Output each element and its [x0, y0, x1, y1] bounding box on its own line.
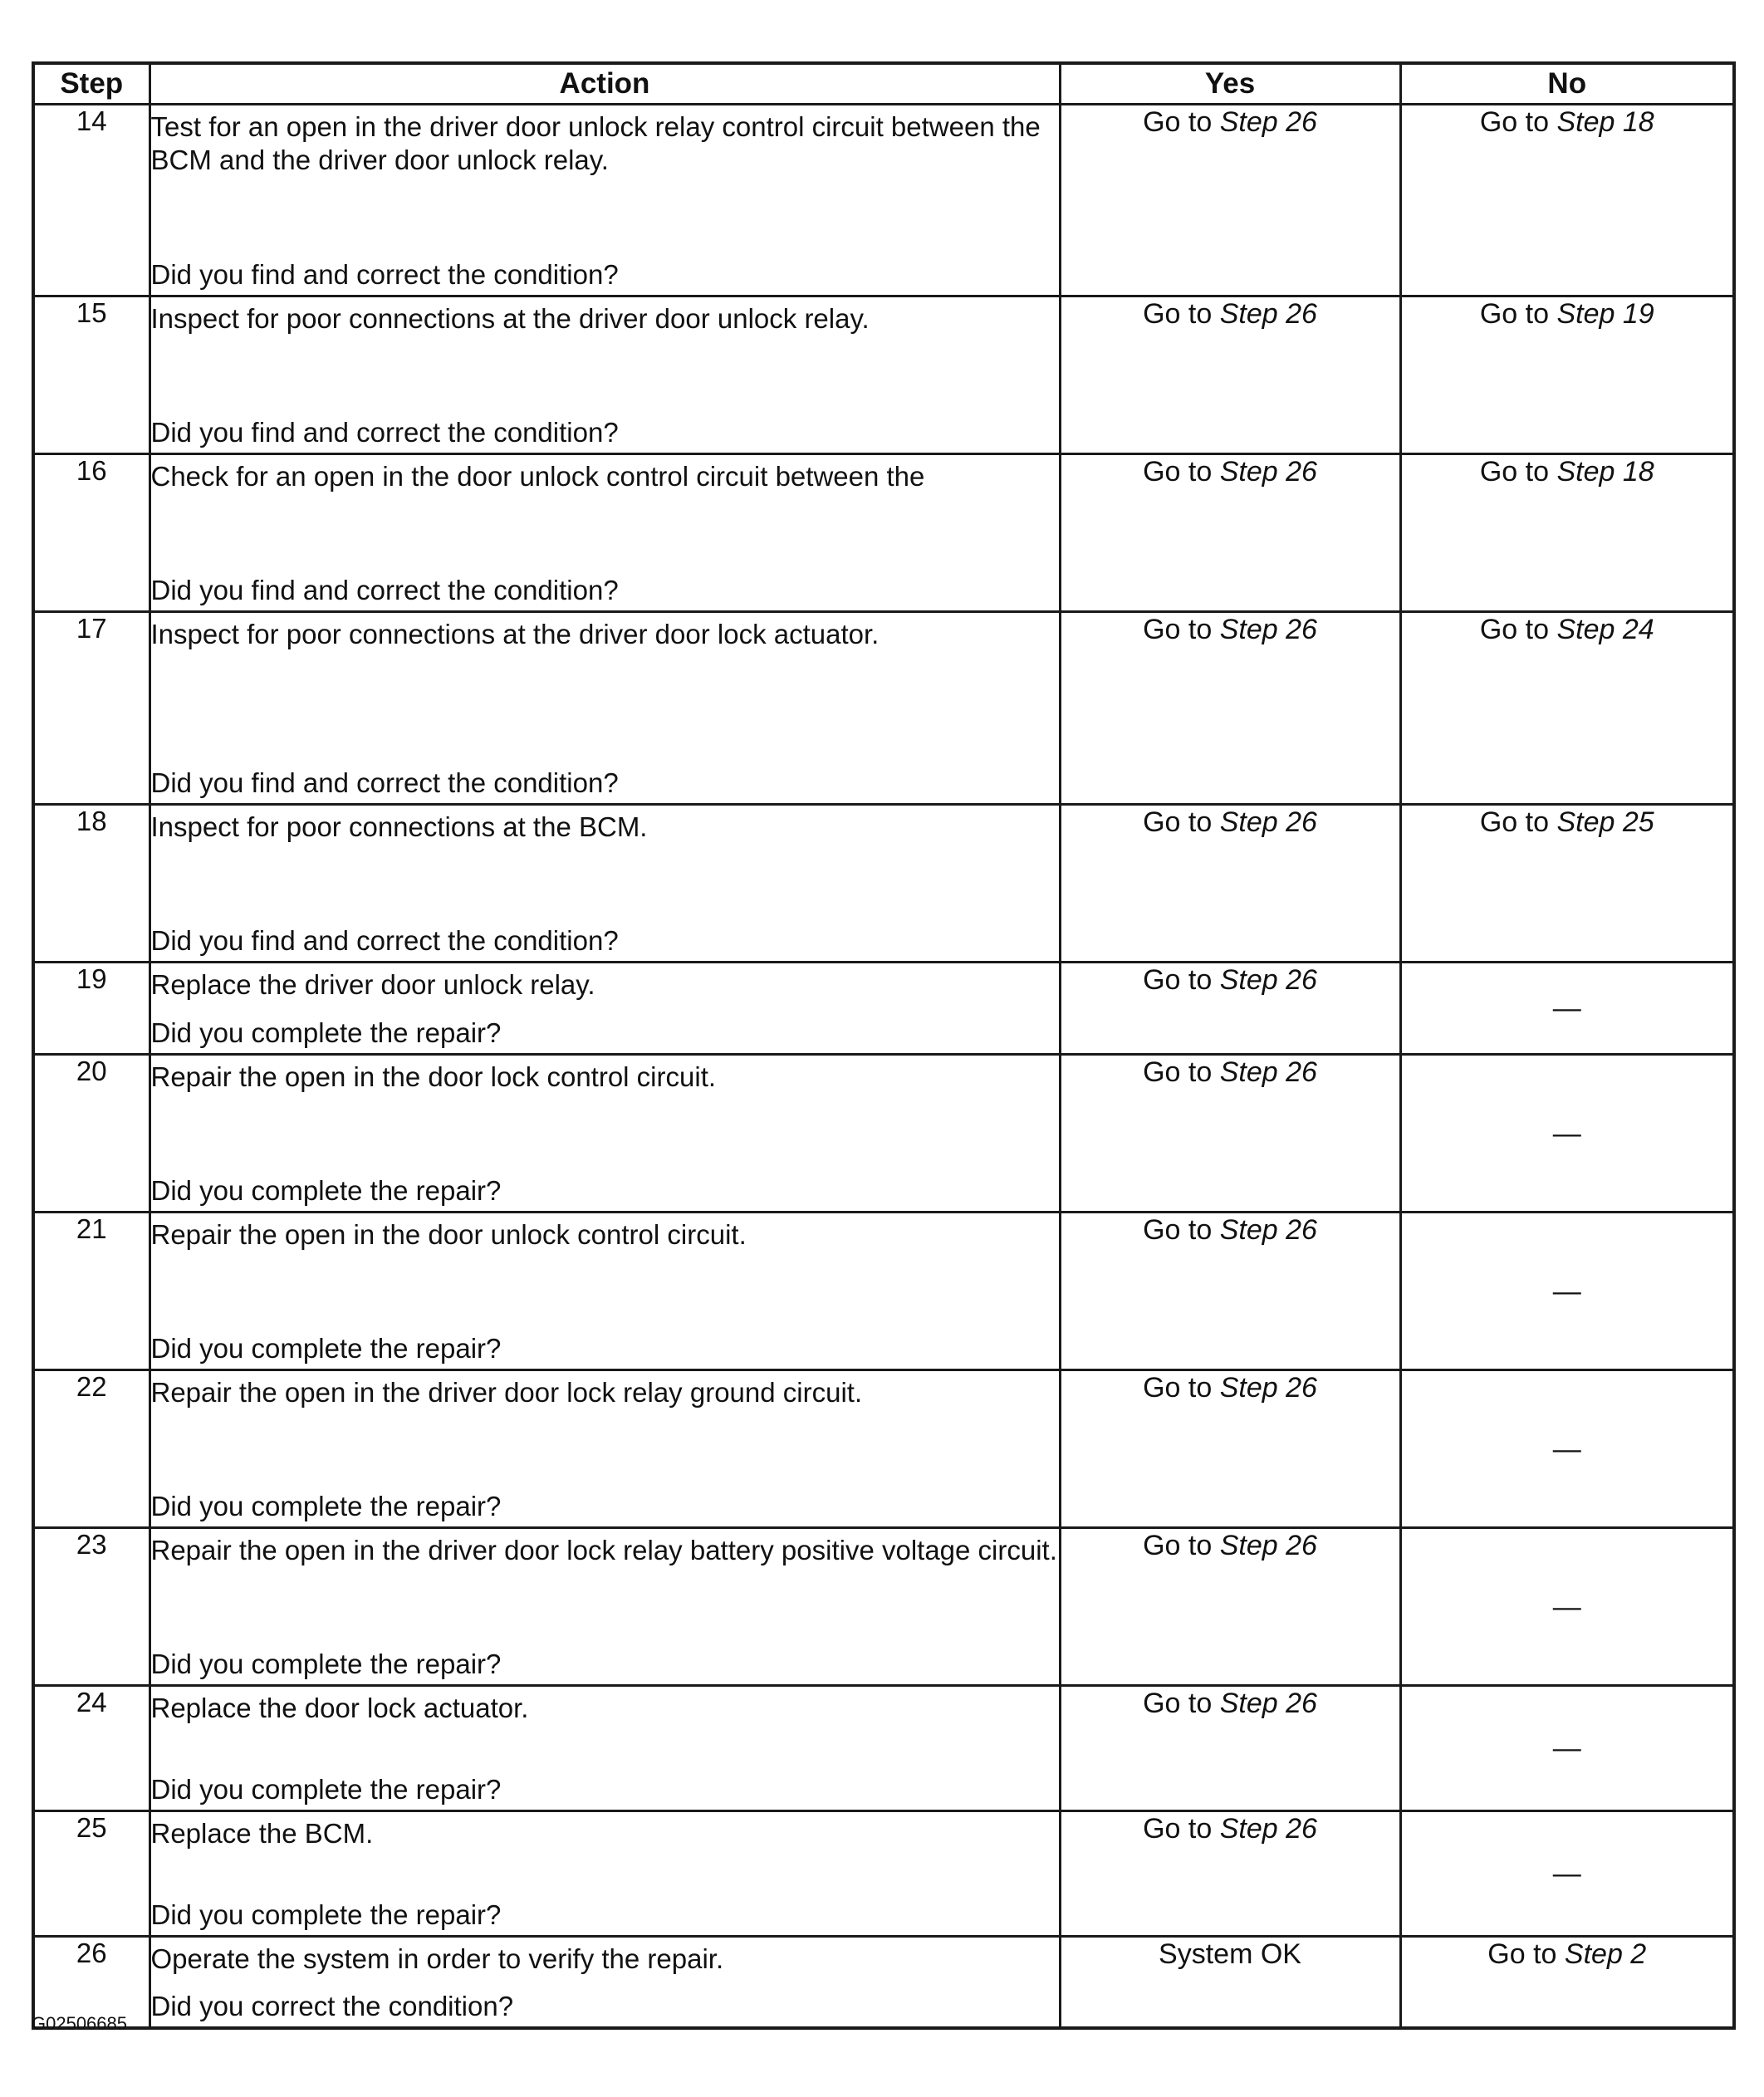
table-row [33, 105, 1734, 296]
no-result [1400, 1686, 1734, 1811]
yes-result [1060, 963, 1400, 1055]
step-reference: Step 26 [1219, 298, 1317, 330]
action-instruction: Inspect for poor connections at the driver door lock actuator. [150, 619, 880, 649]
header-action: Action [149, 63, 1060, 105]
action-instruction: Replace the door lock actuator. [150, 1693, 529, 1723]
action-content [151, 1687, 1059, 1810]
action-content [151, 613, 1059, 803]
step-number: 22 [33, 1370, 149, 1528]
action-cell [149, 1811, 1060, 1937]
action-question: Did you complete the repair? [150, 1175, 502, 1206]
diagnostic-table-container [32, 61, 1732, 2030]
no-result [1400, 454, 1734, 612]
header-yes: Yes [1060, 63, 1400, 105]
go-to-label: Go to [1143, 298, 1213, 330]
go-to-label: Go to [1479, 106, 1549, 138]
yes-result [1060, 1811, 1400, 1937]
table-row [33, 296, 1734, 454]
action-question: Did you find and correct the condition? [150, 575, 619, 605]
action-instruction: Inspect for poor connections at the driver door unlock relay. [150, 303, 870, 334]
action-content [151, 1056, 1059, 1211]
step-reference: Step 19 [1556, 298, 1654, 330]
go-to-label: Go to [1487, 1938, 1557, 1970]
action-instruction: Replace the driver door unlock relay. [150, 969, 595, 1000]
step-number: 24 [33, 1686, 149, 1811]
diagnostic-steps-table [32, 61, 1736, 2030]
step-number: 17 [33, 612, 149, 805]
not-applicable-dash: — [1552, 1275, 1581, 1307]
go-to-label: Go to [1143, 1056, 1213, 1088]
step-reference: Step 26 [1219, 614, 1317, 645]
action-cell [149, 963, 1060, 1055]
table-row [33, 963, 1734, 1055]
action-cell [149, 105, 1060, 296]
step-reference: Step 2 [1564, 1938, 1647, 1970]
table-row [33, 805, 1734, 963]
step-number: 26 [33, 1937, 149, 2029]
table-row [33, 1686, 1734, 1811]
step-number: 14 [33, 105, 149, 296]
action-instruction: Repair the open in the driver door lock relay ground circuit. [150, 1377, 863, 1408]
step-number: 15 [33, 296, 149, 454]
step-reference: Step 26 [1219, 106, 1317, 138]
step-number: 25 [33, 1811, 149, 1937]
step-number: 23 [33, 1528, 149, 1686]
not-applicable-dash: — [1552, 1858, 1581, 1889]
table-body [33, 105, 1734, 2029]
go-to-label: Go to [1143, 806, 1213, 838]
action-instruction: Repair the open in the driver door lock relay battery positive voltage circuit. [150, 1535, 1057, 1565]
yes-result [1060, 454, 1400, 612]
yes-result [1060, 296, 1400, 454]
action-question: Did you correct the condition? [150, 1991, 514, 2021]
action-cell [149, 1528, 1060, 1686]
go-to-label: Go to [1143, 1688, 1213, 1719]
step-reference: Step 26 [1219, 1214, 1317, 1246]
action-content [151, 1529, 1059, 1684]
action-question: Did you find and correct the condition? [150, 767, 619, 798]
action-instruction: Repair the open in the door unlock control circuit. [150, 1219, 747, 1250]
step-reference: Step 26 [1219, 964, 1317, 996]
action-question: Did you complete the repair? [150, 1649, 502, 1679]
action-question: Did you find and correct the condition? [150, 925, 619, 956]
action-cell [149, 1213, 1060, 1370]
not-applicable-dash: — [1552, 1732, 1581, 1764]
yes-result [1060, 1370, 1400, 1528]
table-row [33, 1213, 1734, 1370]
step-number: 21 [33, 1213, 149, 1370]
table-row [33, 1937, 1734, 2029]
step-reference: Step 26 [1219, 1530, 1317, 1561]
go-to-label: Go to [1479, 298, 1549, 330]
step-reference: Step 24 [1556, 614, 1654, 645]
action-cell [149, 1686, 1060, 1811]
action-question: Did you complete the repair? [150, 1017, 502, 1048]
step-reference: Step 26 [1219, 1372, 1317, 1404]
go-to-label: Go to [1479, 614, 1549, 645]
table-row [33, 612, 1734, 805]
action-content [151, 1812, 1059, 1935]
step-number: 20 [33, 1055, 149, 1213]
go-to-label: Go to [1479, 456, 1549, 488]
step-reference: Step 26 [1219, 1813, 1317, 1845]
table-row [33, 1370, 1734, 1528]
no-result [1400, 1811, 1734, 1937]
go-to-label: Go to [1143, 106, 1213, 138]
step-reference: Step 26 [1219, 806, 1317, 838]
step-number: 16 [33, 454, 149, 612]
no-result [1400, 1370, 1734, 1528]
yes-result [1060, 1937, 1400, 2029]
no-result [1400, 296, 1734, 454]
not-applicable-dash: — [1552, 1590, 1581, 1623]
step-reference: Step 18 [1556, 106, 1654, 138]
no-result [1400, 1213, 1734, 1370]
action-question: Did you complete the repair? [150, 1333, 502, 1364]
no-result [1400, 1055, 1734, 1213]
go-to-label: Go to [1143, 1813, 1213, 1845]
not-applicable-dash: — [1552, 1117, 1581, 1149]
go-to-label: Go to [1143, 614, 1213, 645]
step-reference: Step 26 [1219, 1688, 1317, 1719]
action-instruction: Repair the open in the door lock control circuit. [150, 1061, 717, 1092]
go-to-label: Go to [1143, 1214, 1213, 1246]
result-text: System OK [1159, 1938, 1301, 1970]
table-row [33, 1055, 1734, 1213]
header-no: No [1400, 63, 1734, 105]
go-to-label: Go to [1143, 456, 1213, 488]
yes-result [1060, 1055, 1400, 1213]
action-question: Did you complete the repair? [150, 1774, 502, 1805]
action-cell [149, 454, 1060, 612]
table-row [33, 1811, 1734, 1937]
not-applicable-dash: — [1552, 1433, 1581, 1465]
go-to-label: Go to [1479, 806, 1549, 838]
step-reference: Step 26 [1219, 456, 1317, 488]
yes-result [1060, 1686, 1400, 1811]
action-cell [149, 805, 1060, 963]
action-cell [149, 1055, 1060, 1213]
action-cell [149, 1937, 1060, 2029]
no-result [1400, 1937, 1734, 2029]
action-content [151, 806, 1059, 961]
action-instruction: Test for an open in the driver door unlock relay control circuit between the BCM and the driver door unlock relay. [150, 111, 1041, 175]
not-applicable-dash: — [1552, 992, 1581, 1024]
no-result [1400, 1528, 1734, 1686]
action-content [151, 455, 1059, 610]
step-number: 18 [33, 805, 149, 963]
table-row [33, 454, 1734, 612]
action-cell [149, 612, 1060, 805]
action-cell [149, 1370, 1060, 1528]
table-row [33, 1528, 1734, 1686]
action-content [151, 297, 1059, 453]
go-to-label: Go to [1143, 964, 1213, 996]
action-instruction: Check for an open in the door unlock control circuit between the [150, 461, 925, 492]
action-content [151, 1213, 1059, 1369]
action-question: Did you find and correct the condition? [150, 259, 619, 290]
yes-result [1060, 612, 1400, 805]
action-content [151, 105, 1059, 295]
action-question: Did you complete the repair? [150, 1491, 502, 1521]
action-instruction: Operate the system in order to verify the repair. [150, 1943, 724, 1974]
action-cell [149, 296, 1060, 454]
no-result [1400, 612, 1734, 805]
figure-id: G02506685 [32, 2013, 127, 2034]
action-question: Did you find and correct the condition? [150, 417, 619, 448]
action-content [151, 1938, 1059, 2026]
action-instruction: Replace the BCM. [150, 1818, 374, 1849]
action-instruction: Inspect for poor connections at the BCM. [150, 811, 648, 842]
go-to-label: Go to [1143, 1372, 1213, 1404]
table-header-row [33, 63, 1734, 105]
action-question: Did you complete the repair? [150, 1899, 502, 1930]
go-to-label: Go to [1143, 1530, 1213, 1561]
no-result [1400, 105, 1734, 296]
action-content [151, 963, 1059, 1053]
step-reference: Step 18 [1556, 456, 1654, 488]
header-step: Step [33, 63, 149, 105]
step-number: 19 [33, 963, 149, 1055]
no-result [1400, 805, 1734, 963]
yes-result [1060, 1528, 1400, 1686]
no-result [1400, 963, 1734, 1055]
step-reference: Step 26 [1219, 1056, 1317, 1088]
yes-result [1060, 805, 1400, 963]
yes-result [1060, 1213, 1400, 1370]
action-content [151, 1371, 1059, 1526]
step-reference: Step 25 [1556, 806, 1654, 838]
yes-result [1060, 105, 1400, 296]
